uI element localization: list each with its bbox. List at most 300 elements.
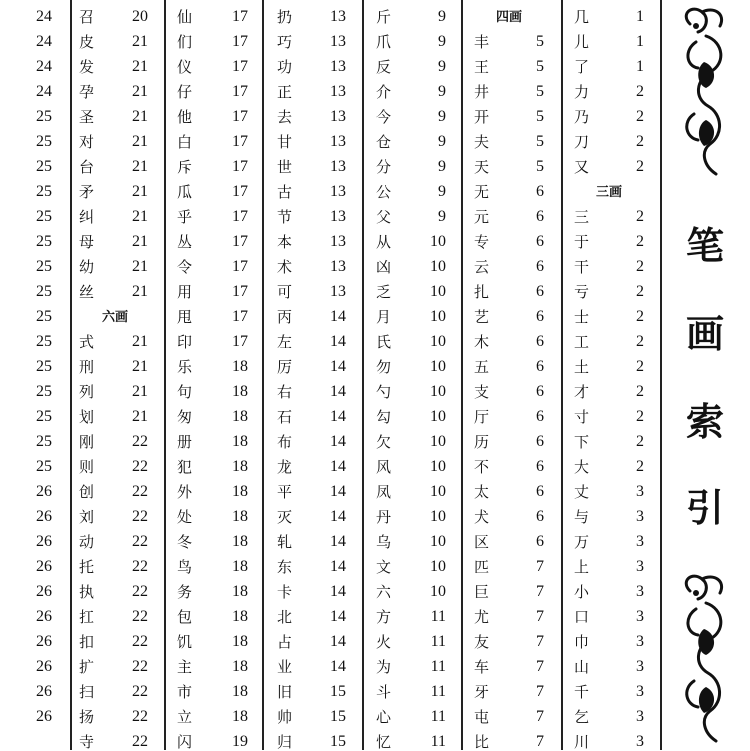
page-number: 2	[636, 458, 644, 475]
page-number: 21	[132, 108, 148, 125]
index-character: 才	[574, 383, 590, 401]
page-number: 13	[330, 58, 346, 75]
page-number: 14	[330, 483, 346, 500]
page-number: 10	[430, 483, 446, 500]
index-character: 支	[474, 383, 490, 401]
page-number: 26	[36, 633, 52, 650]
index-character: 仓	[376, 133, 392, 151]
page-number: 7	[536, 708, 544, 725]
page-number: 22	[132, 508, 148, 525]
index-character: 巧	[277, 33, 293, 51]
page-number: 25	[36, 183, 52, 200]
page-number: 14	[330, 308, 346, 325]
index-character: 动	[79, 533, 95, 551]
page-number: 25	[36, 408, 52, 425]
page-number: 21	[132, 133, 148, 150]
page-number: 18	[232, 633, 248, 650]
dragon-ornament-icon	[676, 568, 732, 750]
page-number: 18	[232, 608, 248, 625]
page-number: 22	[132, 533, 148, 550]
page-number: 14	[330, 383, 346, 400]
index-character: 卡	[277, 583, 293, 601]
index-character: 古	[277, 183, 293, 201]
page-number: 2	[636, 308, 644, 325]
page-number: 10	[430, 458, 446, 475]
page-number: 10	[430, 233, 446, 250]
index-character: 乃	[574, 108, 590, 126]
page-number: 13	[330, 183, 346, 200]
page-number: 24	[36, 8, 52, 25]
page-number: 10	[430, 308, 446, 325]
index-character: 干	[574, 258, 590, 276]
index-character: 丝	[79, 283, 95, 301]
index-character: 凤	[376, 483, 392, 501]
column-divider	[561, 0, 563, 750]
index-character: 斤	[376, 8, 392, 26]
index-character: 可	[277, 283, 293, 301]
page-number: 3	[636, 508, 644, 525]
index-character: 左	[277, 333, 293, 351]
index-character: 欠	[376, 433, 392, 451]
page-number: 1	[636, 58, 644, 75]
page-number: 2	[636, 83, 644, 100]
page-number: 14	[330, 458, 346, 475]
page-number: 15	[330, 683, 346, 700]
index-character: 万	[574, 533, 590, 551]
page-number: 26	[36, 608, 52, 625]
page-number: 22	[132, 658, 148, 675]
index-character: 口	[574, 608, 590, 626]
page-number: 22	[132, 708, 148, 725]
page-number: 5	[536, 133, 544, 150]
index-character: 丙	[277, 308, 293, 326]
page-number: 9	[438, 158, 446, 175]
page-number: 26	[36, 533, 52, 550]
page-number: 9	[438, 133, 446, 150]
index-character: 外	[177, 483, 193, 501]
index-character: 母	[79, 233, 95, 251]
index-character: 仙	[177, 8, 193, 26]
page-number: 18	[232, 408, 248, 425]
page-number: 21	[132, 158, 148, 175]
page-number: 25	[36, 158, 52, 175]
page-number: 13	[330, 108, 346, 125]
page-number: 14	[330, 633, 346, 650]
page-number: 17	[232, 158, 248, 175]
page-number: 17	[232, 308, 248, 325]
index-character: 台	[79, 158, 95, 176]
page-number: 10	[430, 258, 446, 275]
page-number: 9	[438, 58, 446, 75]
page-number: 21	[132, 283, 148, 300]
page-number: 20	[132, 8, 148, 25]
page-number: 21	[132, 333, 148, 350]
index-character: 比	[474, 733, 490, 751]
page-number: 15	[330, 733, 346, 750]
page-number: 10	[430, 583, 446, 600]
page-number: 2	[636, 433, 644, 450]
page-number: 7	[536, 633, 544, 650]
page-number: 17	[232, 283, 248, 300]
index-character: 上	[574, 558, 590, 576]
index-character: 凶	[376, 258, 392, 276]
index-character: 仪	[177, 58, 193, 76]
page-number: 3	[636, 683, 644, 700]
index-character: 尤	[474, 608, 490, 626]
index-character: 乞	[574, 708, 590, 726]
page-number: 14	[330, 358, 346, 375]
index-character: 从	[376, 233, 392, 251]
index-character: 纠	[79, 208, 95, 226]
page-number: 2	[636, 258, 644, 275]
column-divider	[362, 0, 364, 750]
index-character: 于	[574, 233, 590, 251]
page-number: 17	[232, 208, 248, 225]
page-number: 17	[232, 58, 248, 75]
page-number: 6	[536, 433, 544, 450]
index-character: 东	[277, 558, 293, 576]
index-character: 扔	[277, 8, 293, 26]
page-number: 3	[636, 708, 644, 725]
page-number: 6	[536, 233, 544, 250]
page-number: 19	[232, 733, 248, 750]
page-number: 5	[536, 33, 544, 50]
page-number: 17	[232, 33, 248, 50]
index-character: 下	[574, 433, 590, 451]
index-character: 木	[474, 333, 490, 351]
page-number: 3	[636, 558, 644, 575]
page-number: 2	[636, 408, 644, 425]
index-character: 三	[574, 208, 590, 226]
index-character: 皮	[79, 33, 95, 51]
index-character: 了	[574, 58, 590, 76]
index-character: 井	[474, 83, 490, 101]
page-number: 14	[330, 408, 346, 425]
index-character: 车	[474, 658, 490, 676]
page-number: 6	[536, 183, 544, 200]
index-character: 匆	[177, 408, 193, 426]
page-number: 6	[536, 333, 544, 350]
page-number: 22	[132, 558, 148, 575]
page-number: 22	[132, 608, 148, 625]
index-character: 勾	[376, 408, 392, 426]
index-character: 务	[177, 583, 193, 601]
index-character: 文	[376, 558, 392, 576]
page-number: 25	[36, 258, 52, 275]
index-character: 王	[474, 58, 490, 76]
page-number: 22	[132, 683, 148, 700]
index-character: 术	[277, 258, 293, 276]
index-character: 轧	[277, 533, 293, 551]
page-number: 2	[636, 158, 644, 175]
page-number: 25	[36, 233, 52, 250]
index-character: 父	[376, 208, 392, 226]
index-character: 旧	[277, 683, 293, 701]
index-character: 包	[177, 608, 193, 626]
page-number: 25	[36, 433, 52, 450]
index-character: 反	[376, 58, 392, 76]
page-number: 21	[132, 83, 148, 100]
page-number: 7	[536, 558, 544, 575]
page-number: 25	[36, 333, 52, 350]
page-number: 24	[36, 33, 52, 50]
index-character: 历	[474, 433, 490, 451]
index-character: 大	[574, 458, 590, 476]
index-character: 本	[277, 233, 293, 251]
page-number: 18	[232, 533, 248, 550]
index-character: 火	[376, 633, 392, 651]
page-number: 25	[36, 358, 52, 375]
index-character: 小	[574, 583, 590, 601]
index-character: 扣	[79, 633, 95, 651]
index-character: 石	[277, 408, 293, 426]
page-number: 26	[36, 558, 52, 575]
title-char: 笔	[685, 224, 724, 268]
index-character: 龙	[277, 458, 293, 476]
page-number: 13	[330, 8, 346, 25]
index-character: 他	[177, 108, 193, 126]
page-number: 13	[330, 158, 346, 175]
page-number: 17	[232, 83, 248, 100]
index-character: 力	[574, 83, 590, 101]
index-character: 亏	[574, 283, 590, 301]
index-character: 乌	[376, 533, 392, 551]
index-character: 寺	[79, 733, 95, 751]
index-character: 令	[177, 258, 193, 276]
page-number: 18	[232, 433, 248, 450]
page-number: 11	[430, 633, 446, 650]
index-character: 市	[177, 683, 193, 701]
page-number: 10	[430, 333, 446, 350]
page-number: 6	[536, 308, 544, 325]
page-number: 17	[232, 108, 248, 125]
stroke-group-header: 四画	[496, 10, 523, 25]
page-number: 18	[232, 683, 248, 700]
index-character: 六	[376, 583, 392, 601]
index-character: 式	[79, 333, 95, 351]
page-number: 21	[132, 183, 148, 200]
page-number: 13	[330, 33, 346, 50]
page-number: 10	[430, 408, 446, 425]
page-number: 14	[330, 558, 346, 575]
page-number: 11	[430, 733, 446, 750]
column-divider	[461, 0, 463, 750]
page-number: 21	[132, 258, 148, 275]
page-number: 25	[36, 283, 52, 300]
index-character: 斗	[376, 683, 392, 701]
index-character: 川	[574, 733, 590, 751]
index-character: 士	[574, 308, 590, 326]
index-character: 刚	[79, 433, 95, 451]
index-character: 帅	[277, 708, 293, 726]
index-character: 介	[376, 83, 392, 101]
index-character: 天	[474, 158, 490, 176]
page-number: 3	[636, 608, 644, 625]
page-number: 21	[132, 208, 148, 225]
index-character: 区	[474, 533, 490, 551]
index-character: 心	[376, 708, 392, 726]
index-character: 印	[177, 333, 193, 351]
index-character: 冬	[177, 533, 193, 551]
index-character: 对	[79, 133, 95, 151]
index-character: 月	[376, 308, 392, 326]
page-number: 10	[430, 508, 446, 525]
index-character: 扩	[79, 658, 95, 676]
page-number: 22	[132, 458, 148, 475]
page-number: 13	[330, 83, 346, 100]
page-number: 22	[132, 433, 148, 450]
index-character: 世	[277, 158, 293, 176]
page-number: 11	[430, 658, 446, 675]
page-number: 3	[636, 633, 644, 650]
page-number: 10	[430, 533, 446, 550]
page-number: 5	[536, 58, 544, 75]
page-number: 14	[330, 608, 346, 625]
index-character: 爪	[376, 33, 392, 51]
page-number: 6	[536, 533, 544, 550]
page-number: 26	[36, 508, 52, 525]
page-number: 18	[232, 658, 248, 675]
index-character: 刑	[79, 358, 95, 376]
page-number: 14	[330, 533, 346, 550]
page-number: 9	[438, 183, 446, 200]
page-number: 11	[430, 608, 446, 625]
index-character: 山	[574, 658, 590, 676]
index-character: 丛	[177, 233, 193, 251]
page-number: 17	[232, 183, 248, 200]
index-character: 风	[376, 458, 392, 476]
column-divider	[660, 0, 662, 750]
index-character: 归	[277, 733, 293, 751]
page-number: 22	[132, 633, 148, 650]
page-number: 14	[330, 583, 346, 600]
index-character: 灭	[277, 508, 293, 526]
page-number: 18	[232, 458, 248, 475]
page-number: 6	[536, 358, 544, 375]
index-character: 发	[79, 58, 95, 76]
index-character: 无	[474, 183, 490, 201]
index-character: 句	[177, 383, 193, 401]
page-number: 6	[536, 408, 544, 425]
column-divider	[164, 0, 166, 750]
index-character: 占	[277, 633, 293, 651]
page-number: 10	[430, 283, 446, 300]
page-number: 6	[536, 283, 544, 300]
index-character: 饥	[177, 633, 193, 651]
index-character: 用	[177, 283, 193, 301]
page-number: 22	[132, 733, 148, 750]
page-number: 13	[330, 258, 346, 275]
index-character: 甘	[277, 133, 293, 151]
page-number: 3	[636, 533, 644, 550]
page-number: 2	[636, 358, 644, 375]
index-character: 巾	[574, 633, 590, 651]
index-character: 召	[79, 8, 95, 26]
page-number: 3	[636, 583, 644, 600]
page-number: 14	[330, 433, 346, 450]
page-number: 2	[636, 208, 644, 225]
index-character: 白	[177, 133, 193, 151]
index-character: 斥	[177, 158, 193, 176]
index-character: 业	[277, 658, 293, 676]
index-character: 屯	[474, 708, 490, 726]
index-character: 夫	[474, 133, 490, 151]
page-number: 6	[536, 208, 544, 225]
index-character: 鸟	[177, 558, 193, 576]
stroke-group-header: 六画	[102, 310, 129, 325]
index-character: 为	[376, 658, 392, 676]
page-number: 11	[430, 683, 446, 700]
page-number: 3	[636, 733, 644, 750]
page-number: 10	[430, 433, 446, 450]
index-character: 儿	[574, 33, 590, 51]
index-character: 犬	[474, 508, 490, 526]
index-character: 扬	[79, 708, 95, 726]
page-number: 2	[636, 233, 644, 250]
index-character: 托	[79, 558, 95, 576]
index-character: 矛	[79, 183, 95, 201]
page-number: 24	[36, 58, 52, 75]
index-character: 们	[177, 33, 193, 51]
index-character: 勿	[376, 358, 392, 376]
index-character: 巨	[474, 583, 490, 601]
index-character: 乐	[177, 358, 193, 376]
page-number: 18	[232, 583, 248, 600]
index-character: 厅	[474, 408, 490, 426]
index-character: 匹	[474, 558, 490, 576]
page-number: 13	[330, 133, 346, 150]
index-character: 勺	[376, 383, 392, 401]
index-character: 则	[79, 458, 95, 476]
index-character: 厉	[277, 358, 293, 376]
index-character: 友	[474, 633, 490, 651]
index-character: 甩	[177, 308, 193, 326]
index-character: 创	[79, 483, 95, 501]
page-number: 14	[330, 658, 346, 675]
page-number: 9	[438, 33, 446, 50]
index-character: 与	[574, 508, 590, 526]
index-character: 北	[277, 608, 293, 626]
index-character: 平	[277, 483, 293, 501]
page-number: 7	[536, 733, 544, 750]
page-number: 7	[536, 583, 544, 600]
index-character: 划	[79, 408, 95, 426]
page-number: 13	[330, 208, 346, 225]
page-number: 13	[330, 233, 346, 250]
page-number: 2	[636, 133, 644, 150]
page-number: 21	[132, 383, 148, 400]
index-character: 几	[574, 8, 590, 26]
page-number: 9	[438, 83, 446, 100]
page-number: 10	[430, 558, 446, 575]
page-number: 18	[232, 508, 248, 525]
column-divider	[262, 0, 264, 750]
page-number: 21	[132, 33, 148, 50]
page-number: 3	[636, 483, 644, 500]
page-number: 1	[636, 8, 644, 25]
index-character: 丈	[574, 483, 590, 501]
index-character: 丹	[376, 508, 392, 526]
page-number: 18	[232, 483, 248, 500]
page-number: 11	[430, 708, 446, 725]
index-character: 分	[376, 158, 392, 176]
page-number: 6	[536, 383, 544, 400]
page-number: 24	[36, 83, 52, 100]
index-character: 扎	[474, 283, 490, 301]
page-number: 22	[132, 583, 148, 600]
title-char: 画	[685, 312, 724, 356]
index-character: 犯	[177, 458, 193, 476]
